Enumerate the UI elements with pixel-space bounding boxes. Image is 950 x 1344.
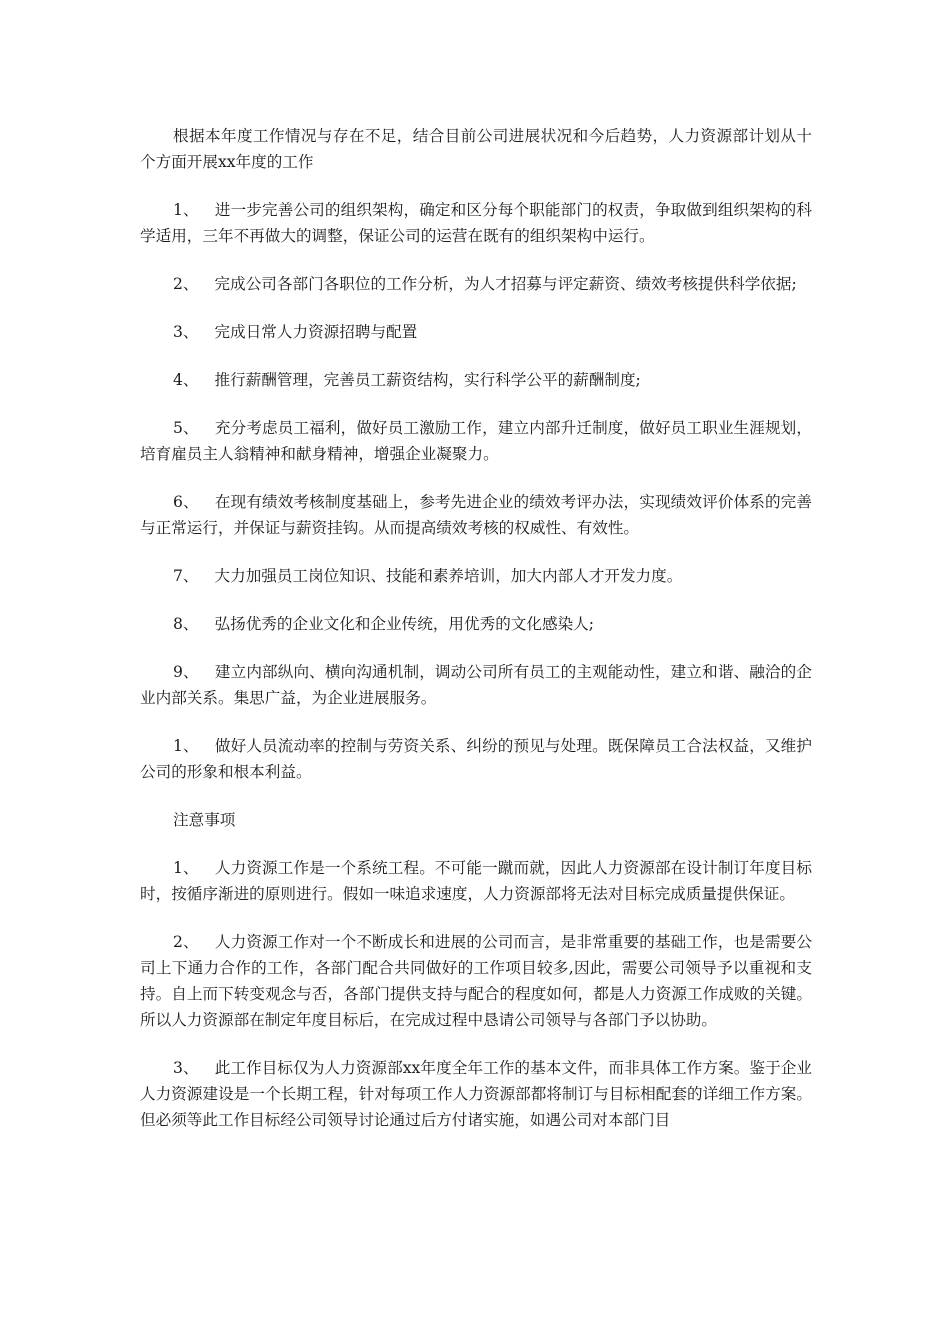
item-text: 推行薪酬管理，完善员工薪资结构，实行科学公平的薪酬制度; (214, 371, 641, 389)
plan-item (140, 611, 812, 637)
plan-item (140, 733, 812, 785)
item-number: 1、 (173, 201, 199, 219)
item-text: 弘扬优秀的企业文化和企业传统，用优秀的文化感染人; (214, 615, 595, 633)
note-item (140, 929, 812, 1033)
item-number: 9、 (173, 663, 199, 681)
notes-heading: 注意事项 (173, 811, 236, 829)
item-text: 完成公司各部门各职位的工作分析，为人才招募与评定薪资、绩效考核提供科学依据; (214, 275, 797, 293)
plan-item (140, 659, 812, 711)
item-text: 完成日常人力资源招聘与配置 (214, 323, 418, 341)
item-number: 4、 (173, 371, 199, 389)
note-item (140, 1055, 812, 1133)
item-text: 进一步完善公司的组织架构，确定和区分每个职能部门的权责，争取做到组织架构的科学适用，三年不再做大的调整，保证公司的运营在既有的组织架构中运行。 (140, 201, 812, 245)
item-number: 7、 (173, 567, 199, 585)
item-number: 2、 (173, 275, 199, 293)
item-text: 充分考虑员工福利，做好员工激励工作，建立内部升迁制度，做好员工职业生涯规划，培育雇员主人翁精神和献身精神，增强企业凝聚力。 (140, 419, 812, 463)
plan-item (140, 197, 812, 249)
item-text: 做好人员流动率的控制与劳资关系、纠纷的预见与处理。既保障员工合法权益，又维护公司的形象和根本利益。 (140, 737, 812, 781)
plan-item (140, 367, 812, 393)
plan-item (140, 319, 812, 345)
plan-list (140, 197, 812, 785)
item-number: 6、 (173, 493, 199, 511)
item-text: 人力资源工作对一个不断成长和进展的公司而言，是非常重要的基础工作，也是需要公司上下通力合作的工作，各部门配合共同做好的工作项目较多,因此，需要公司领导予以重视和支持。自上而下转变观念与否，各部门提供支持与配合的程度如何，都是人力资源工作成败的关键。所以人力资源部在制定年度目标后，在完成过程中恳请公司领导与各部门予以协助。 (140, 933, 812, 1029)
item-text: 此工作目标仅为人力资源部xx年度全年工作的基本文件，而非具体工作方案。鉴于企业人力资源建设是一个长期工程，针对每项工作人力资源部都将制订与目标相配套的详细工作方案。但必须等此工作目标经公司领导讨论通过后方付诸实施，如遇公司对本部门目 (140, 1059, 813, 1129)
item-number: 2、 (173, 933, 199, 951)
intro-paragraph: 根据本年度工作情况与存在不足，结合目前公司进展状况和今后趋势，人力资源部计划从十个方面开展xx年度的工作 (140, 127, 812, 171)
plan-item (140, 271, 812, 297)
item-text: 建立内部纵向、横向沟通机制，调动公司所有员工的主观能动性，建立和谐、融洽的企业内部关系。集思广益，为企业进展服务。 (140, 663, 812, 707)
plan-item (140, 563, 812, 589)
item-number: 8、 (173, 615, 199, 633)
plan-item (140, 489, 812, 541)
item-text: 在现有绩效考核制度基础上，参考先进企业的绩效考评办法，实现绩效评价体系的完善与正常运行，并保证与薪资挂钩。从而提高绩效考核的权威性、有效性。 (140, 493, 812, 537)
notes-list (140, 855, 812, 1133)
document-page (140, 123, 812, 1155)
item-number: 1、 (173, 737, 199, 755)
plan-item (140, 415, 812, 467)
item-text: 大力加强员工岗位知识、技能和素养培训，加大内部人才开发力度。 (214, 567, 683, 585)
item-number: 5、 (173, 419, 199, 437)
item-number: 3、 (173, 323, 199, 341)
note-item (140, 855, 812, 907)
item-number: 3、 (173, 1059, 199, 1077)
item-text: 人力资源工作是一个系统工程。不可能一蹴而就，因此人力资源部在设计制订年度目标时，按循序渐进的原则进行。假如一味追求速度，人力资源部将无法对目标完成质量提供保证。 (140, 859, 812, 903)
item-number: 1、 (173, 859, 199, 877)
